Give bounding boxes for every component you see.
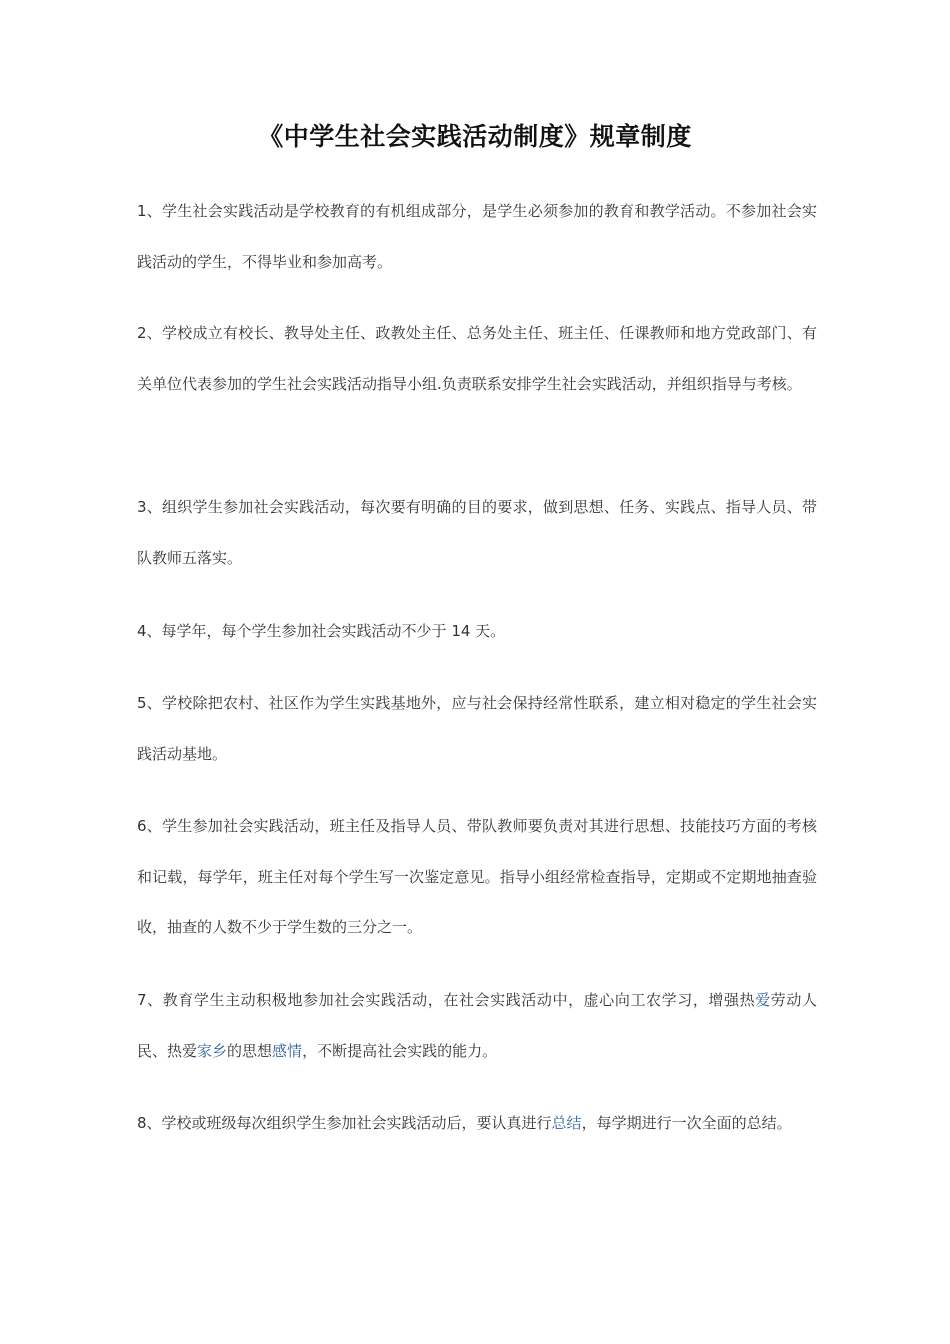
paragraph-text: 6、学生参加社会实践活动，班主任及指导人员、带队教师要负责对其进行思想、技能技巧方面的考核和记载，每学年，班主任对每个学生写一次鉴定意见。指导小组经常检查指导，定期或不定期地抽查验收，抽查的人数不少于学生数的三分之一。 — [137, 817, 817, 936]
paragraph-text: 2、学校成立有校长、教导处主任、政教处主任、总务处主任、班主任、任课教师和地方党政部门、有关单位代表参加的学生社会实践活动指导小组.负责联系安排学生社会实践活动，并组织指导与考核。 — [137, 324, 817, 393]
link-jiaxiang[interactable]: 家乡 — [197, 1041, 228, 1060]
document-title: 《中学生社会实践活动制度》规章制度 — [258, 122, 692, 151]
paragraph-text: ，每学期进行一次全面的总结。 — [581, 1114, 792, 1132]
paragraph-text: 8、学校或班级每次组织学生参加社会实践活动后，要认真进行 — [137, 1114, 552, 1132]
link-ganqing[interactable]: 感情 — [272, 1041, 303, 1060]
paragraph-5 — [137, 678, 817, 779]
paragraph-text: 1、学生社会实践活动是学校教育的有机组成部分，是学生必须参加的教育和教学活动。不参加社会实践活动的学生，不得毕业和参加高考。 — [137, 202, 817, 271]
paragraph-3 — [137, 482, 817, 583]
paragraph-text: 5、学校除把农村、社区作为学生实践基地外，应与社会保持经常性联系，建立相对稳定的学生社会实践活动基地。 — [137, 694, 817, 763]
paragraph-text: 7、教育学生主动积极地参加社会实践活动，在社会实践活动中，虚心向工农学习，增强热 — [137, 991, 756, 1009]
paragraph-6 — [137, 801, 817, 953]
paragraph-8 — [137, 1098, 817, 1149]
link-ai[interactable]: 爱 — [755, 991, 771, 1009]
link-zongjie[interactable]: 总结 — [551, 1114, 582, 1132]
paragraph-text: 4、每学年，每个学生参加社会实践活动不少于 14 天。 — [137, 622, 506, 640]
paragraph-text: 的思想 — [227, 1041, 273, 1060]
paragraph-text: 3、组织学生参加社会实践活动，每次要有明确的目的要求，做到思想、任务、实践点、指导人员、带队教师五落实。 — [137, 498, 817, 567]
paragraph-text: ，不断提高社会实践的能力。 — [302, 1041, 498, 1060]
paragraph-1 — [137, 186, 817, 287]
paragraph-text: 劳动人民、热爱 — [137, 991, 817, 1060]
paragraph-4 — [137, 606, 817, 657]
paragraph-2 — [137, 308, 817, 409]
paragraph-7 — [137, 975, 817, 1076]
